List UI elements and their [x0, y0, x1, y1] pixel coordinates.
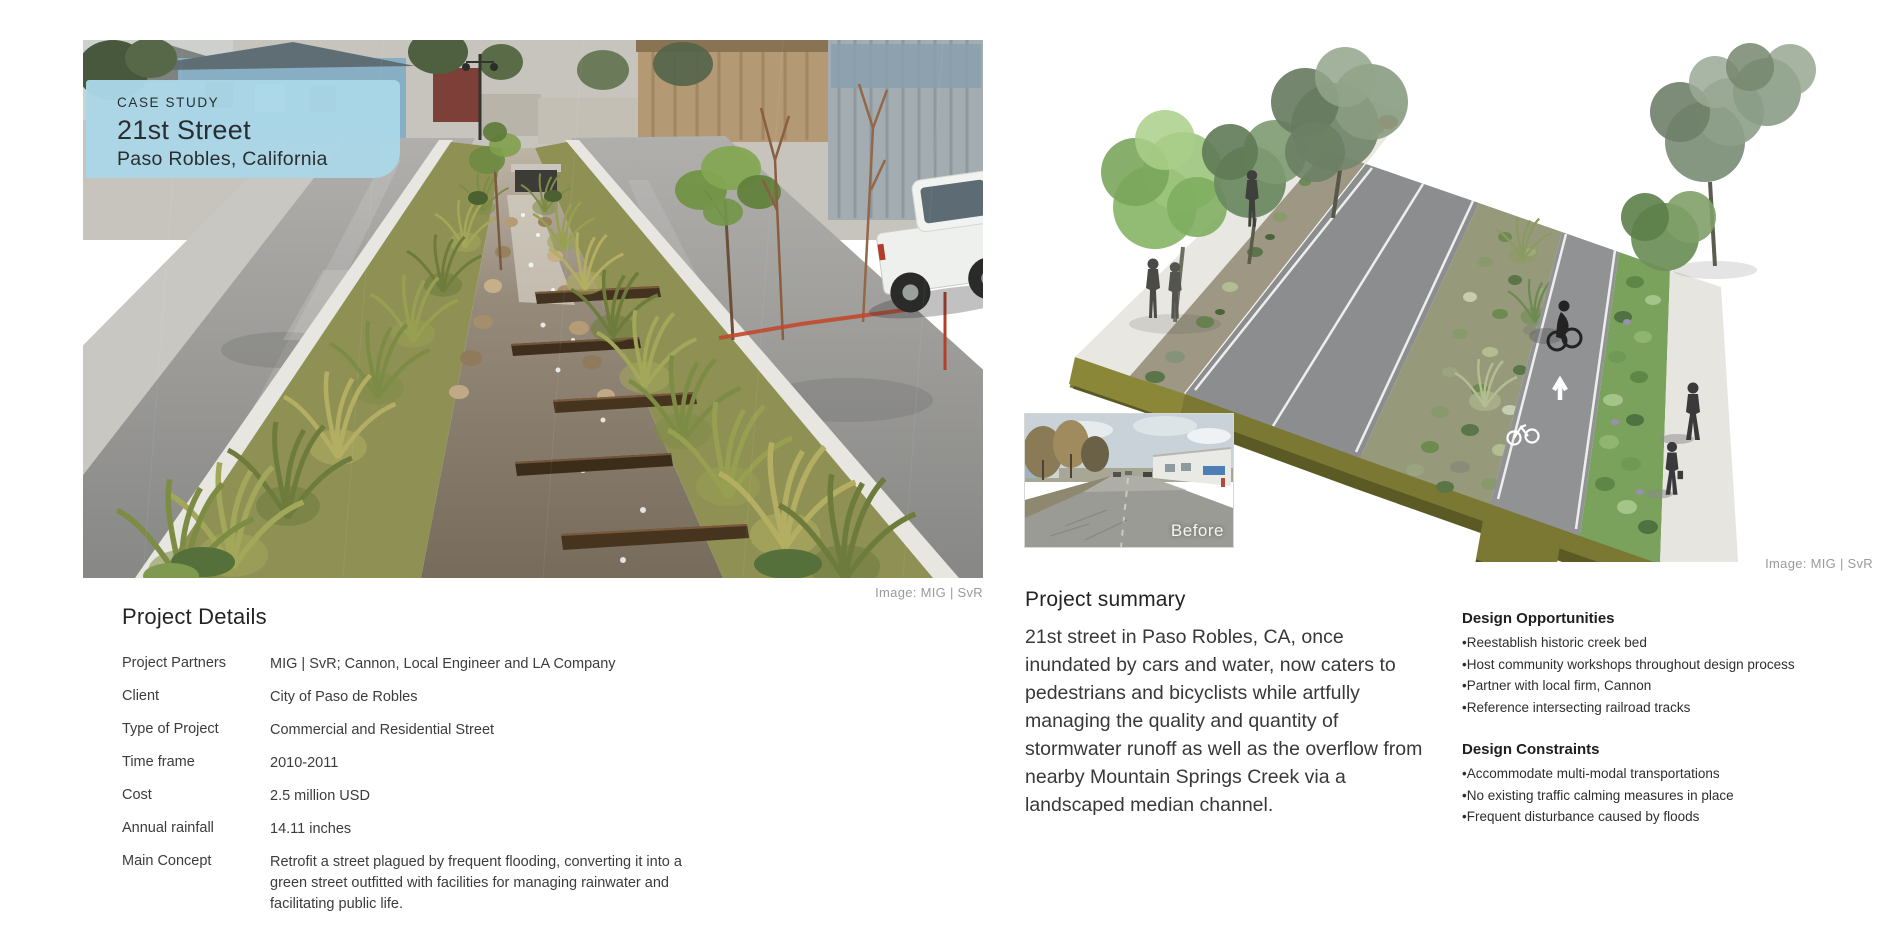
project-details-table	[122, 654, 722, 915]
design-opportunities-list	[1462, 632, 1877, 718]
bullet-item: • Reference intersecting railroad tracks	[1462, 697, 1877, 719]
badge-title: 21st Street	[117, 115, 251, 145]
detail-value: Retrofit a street plagued by frequent flooding, converting it into a green street outfitted with facilities for managing rainwater and facilitating public life.	[270, 854, 682, 913]
detail-label: Client	[122, 688, 160, 705]
badge-eyebrow: CASE STUDY	[117, 95, 220, 110]
right-sidewalk-band	[1660, 270, 1740, 562]
bullet-item: • Partner with local firm, Cannon	[1462, 675, 1877, 697]
design-notes-column	[1462, 610, 1877, 828]
detail-label: Annual rainfall	[122, 820, 214, 837]
bullet-item: • Frequent disturbance caused by floods	[1462, 806, 1877, 828]
before-photo-inset	[1025, 414, 1233, 547]
project-summary-section	[1025, 588, 1427, 819]
detail-label: Main Concept	[122, 853, 212, 870]
project-summary-heading: Project summary	[1025, 588, 1186, 611]
bullet-item: • Host community workshops throughout design process	[1462, 654, 1877, 676]
detail-label: Cost	[122, 787, 152, 804]
design-constraints-list	[1462, 763, 1877, 828]
detail-value: 14.11 inches	[270, 821, 352, 838]
case-study-badge	[86, 80, 400, 178]
design-constraints-heading: Design Constraints	[1462, 741, 1600, 758]
detail-label: Time frame	[122, 754, 195, 771]
before-label: Before	[1170, 521, 1224, 540]
detail-value: Commercial and Residential Street	[270, 722, 495, 739]
project-details-section	[122, 604, 722, 915]
detail-value: 2010-2011	[270, 755, 339, 772]
badge-subtitle: Paso Robles, California	[117, 148, 328, 170]
street-photo	[83, 40, 983, 578]
detail-value: MIG | SvR; Cannon, Local Engineer and LA Company	[270, 656, 616, 672]
bullet-item: • Accommodate multi-modal transportations	[1462, 763, 1877, 785]
detail-value: 2.5 million USD	[270, 788, 370, 805]
design-opportunities-heading: Design Opportunities	[1462, 610, 1615, 627]
detail-label: Project Partners	[122, 655, 226, 671]
project-details-heading: Project Details	[122, 604, 267, 629]
photo-caption: Image: MIG | SvR	[875, 585, 983, 600]
bullet-item: • Reestablish historic creek bed	[1462, 632, 1877, 654]
detail-label: Type of Project	[122, 721, 219, 738]
bullet-item: • No existing traffic calming measures in place	[1462, 785, 1877, 807]
detail-value: City of Paso de Robles	[270, 689, 418, 706]
rendering-caption: Image: MIG | SvR	[1765, 556, 1873, 571]
project-summary-body: 21st street in Paso Robles, CA, once inundated by cars and water, now caters to pedestrians and bicyclists while artfully managing the quality and quantity of stormwater runoff as well as the overflow from nearby Mountain Springs Creek via a landscaped median channel.	[1025, 626, 1423, 816]
